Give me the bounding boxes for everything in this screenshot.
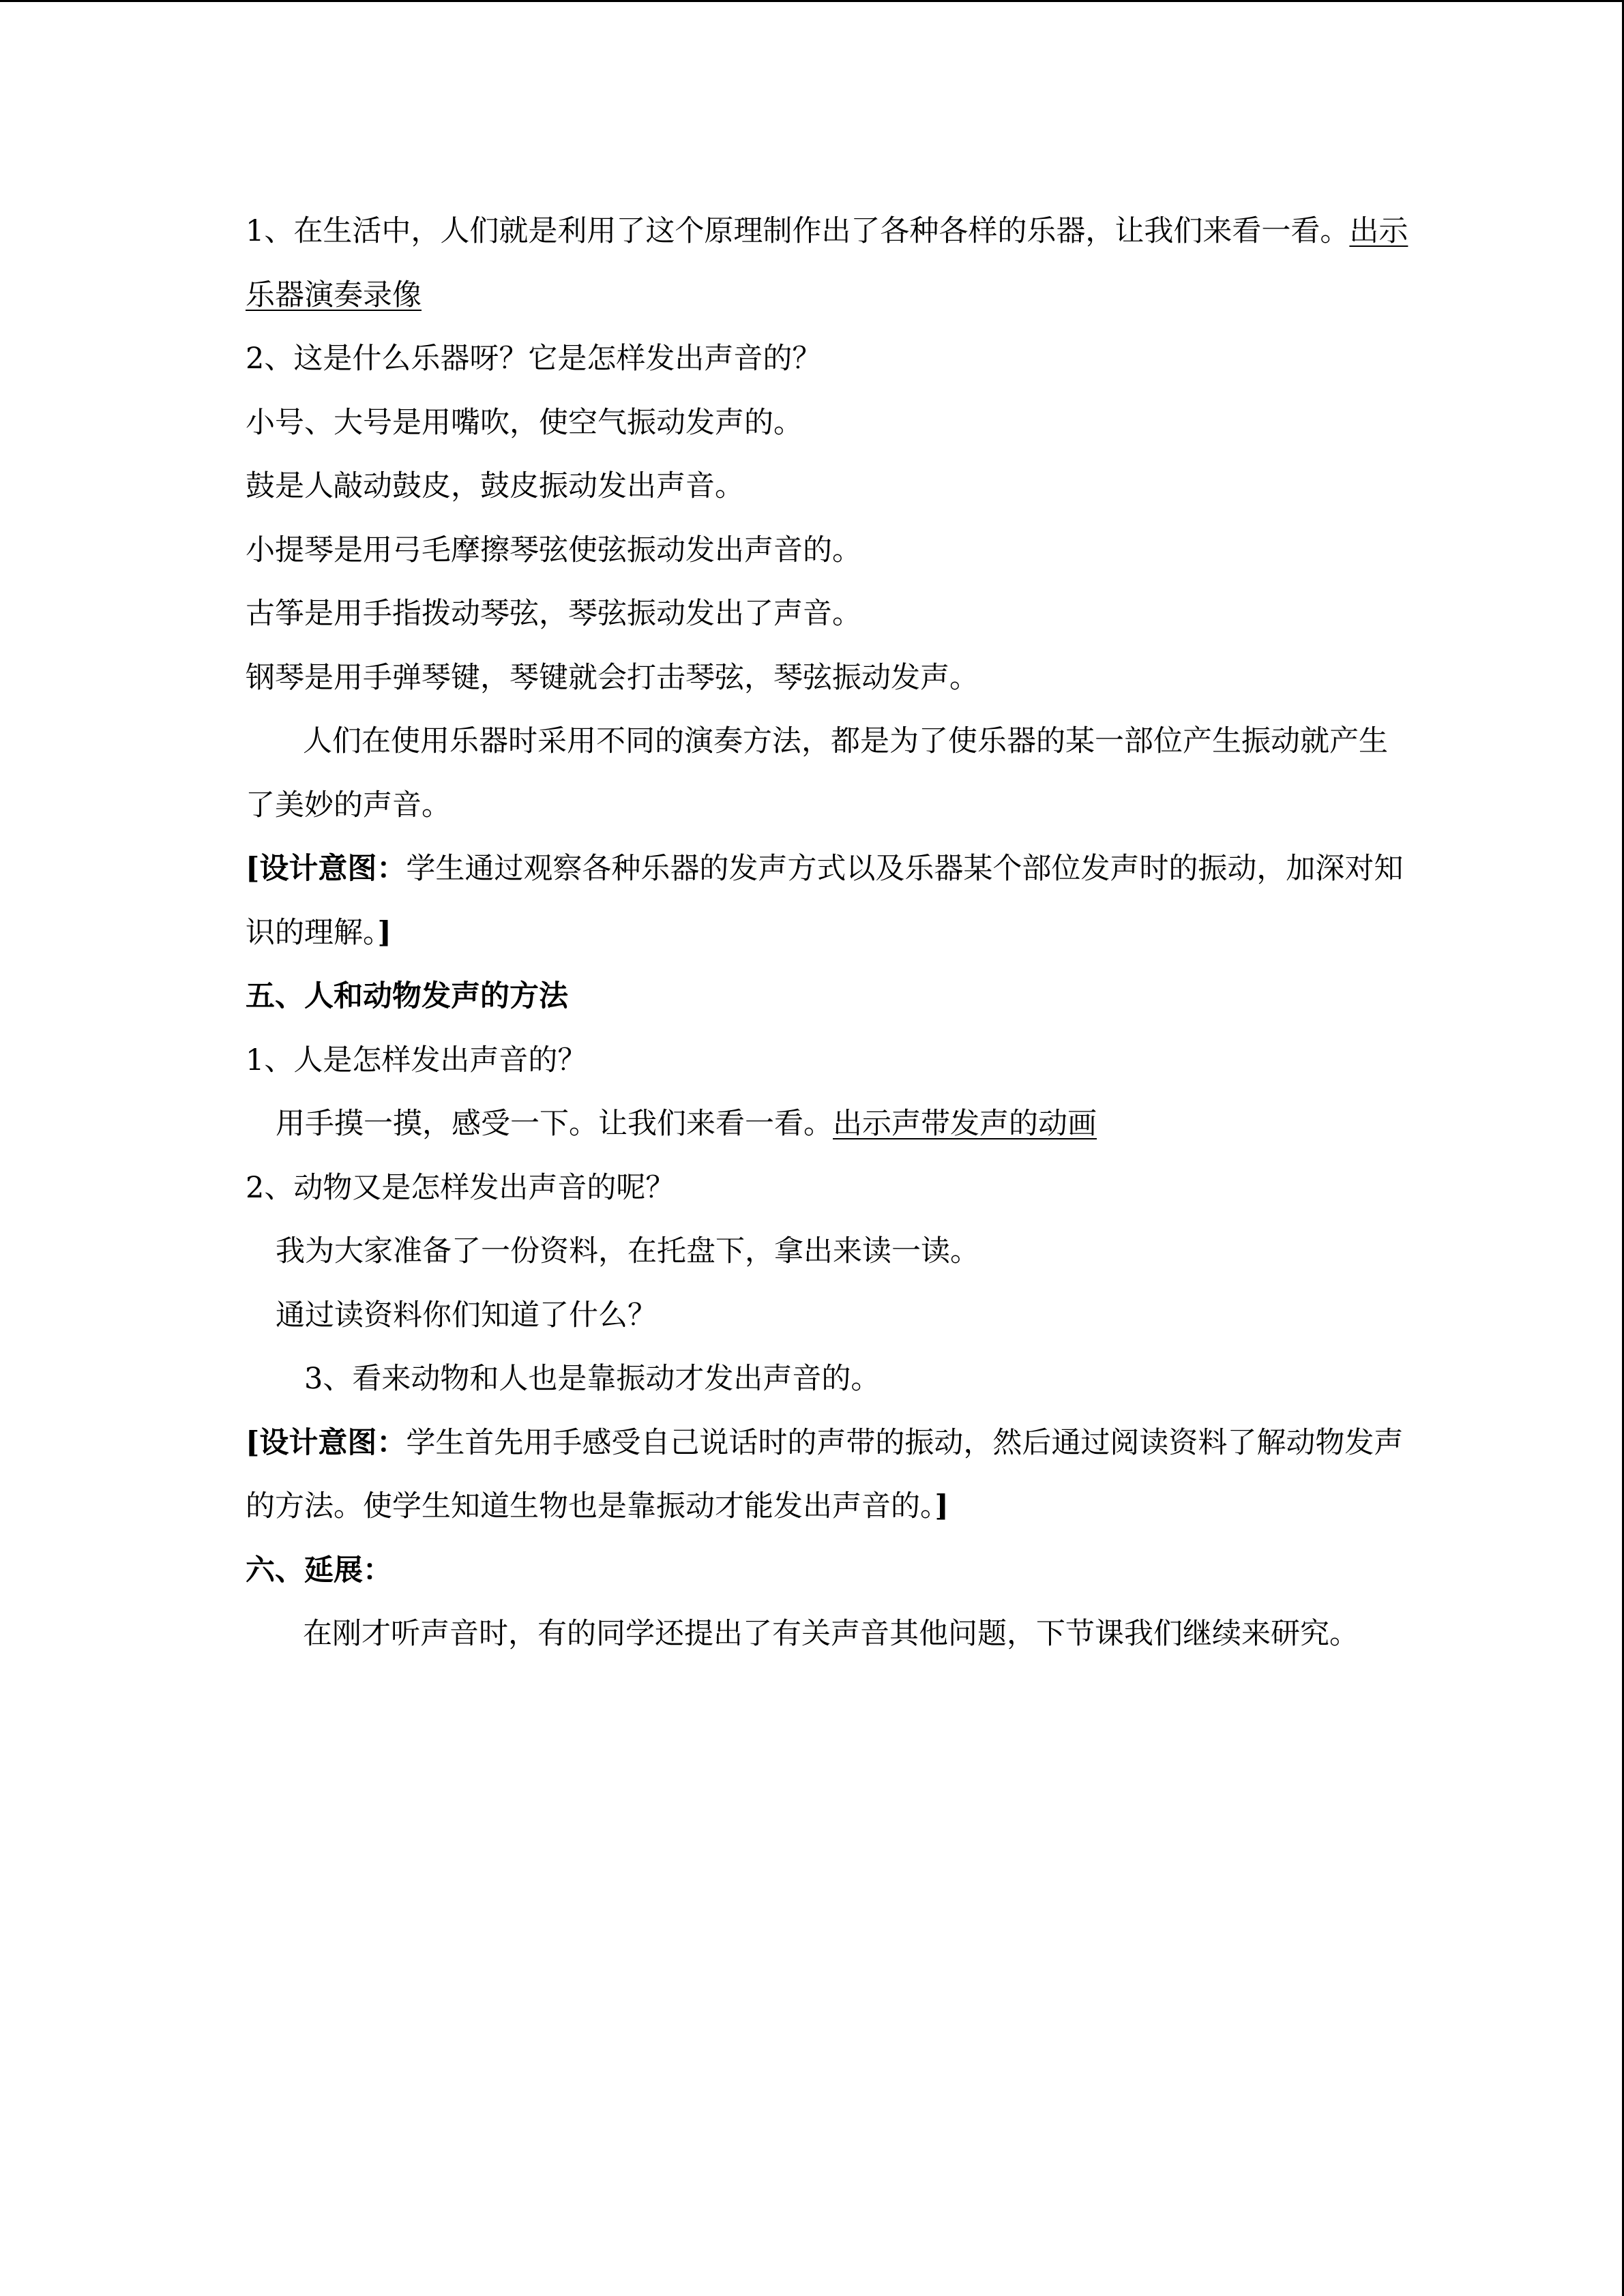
design-intent-label: [设计意图： [246,1425,407,1460]
document-body [246,200,1408,1667]
paragraph [246,582,1378,646]
paragraph-text: 了美妙的声音。 [246,788,451,822]
paragraph-text: 学生首先用手感受自己说话时的声带的振动，然后通过阅读资料了解动物发声 [406,1425,1404,1460]
paragraph [246,774,1378,838]
paragraph [246,1092,1378,1157]
paragraph-text: 1、人是怎样发出声音的？ [246,1043,587,1077]
paragraph-text: 3、看来动物和人也是靠振动才发出声音的。 [304,1362,881,1396]
paragraph-text: 鼓是人敲动鼓皮，鼓皮振动发出声音。 [246,469,744,503]
paragraph [246,327,1378,391]
paragraph [246,455,1378,519]
paragraph-text: 人们在使用乐器时采用不同的演奏方法，都是为了使乐器的某一部位产生振动就产生 [303,724,1388,758]
paragraph [246,391,1378,456]
design-intent-note [246,901,1378,966]
paragraph [246,519,1378,583]
paragraph-text: 识的理解。 [246,915,378,950]
design-intent-label: [设计意图： [246,852,407,886]
paragraph [246,710,1388,774]
paragraph-text: 钢琴是用手弹琴键，琴键就会打击琴弦，琴弦振动发声。 [246,660,979,695]
paragraph-text: 在刚才听声音时，有的同学还提出了有关声音其他问题，下节课我们继续来研究。 [303,1617,1359,1651]
paragraph-text: 小提琴是用弓毛摩擦琴弦使弦振动发出声音的。 [246,533,861,567]
paragraph-text: 2、这是什么乐器呀？它是怎样发出声音的？ [246,342,822,376]
underlined-instruction: 出示 [1349,214,1408,248]
paragraph-text: 小号、大号是用嘴吹，使空气振动发声的。 [246,405,803,440]
paragraph-text: 学生通过观察各种乐器的发声方式以及乐器某个部位发声时的振动，加深对知 [406,852,1404,886]
design-intent-note [246,837,1404,901]
paragraph [246,1157,1378,1221]
section-heading [246,1539,1378,1603]
paragraph [246,200,1408,264]
section-heading [246,965,1378,1029]
paragraph [246,1029,1378,1093]
paragraph [246,1347,1378,1412]
section-heading-text: 六、延展： [246,1553,392,1587]
closing-bracket: ] [934,1489,949,1523]
paragraph-text: 的方法。使学生知道生物也是靠振动才能发出声音的。 [246,1489,935,1523]
underlined-instruction: 乐器演奏录像 [246,278,422,312]
paragraph-text: 2、动物又是怎样发出声音的呢？ [246,1170,675,1205]
design-intent-note [246,1475,1378,1539]
paragraph [246,646,1378,711]
paragraph-text: 通过读资料你们知道了什么？ [276,1298,657,1332]
paragraph [246,1284,1378,1348]
paragraph-text: 1、在生活中，人们就是利用了这个原理制作出了各种各样的乐器，让我们来看一看。 [246,214,1350,248]
paragraph-text: 我为大家准备了一份资料，在托盘下，拿出来读一读。 [276,1234,979,1268]
paragraph [246,1602,1378,1667]
paragraph [246,264,1378,328]
paragraph-text: 古筝是用手指拨动琴弦，琴弦振动发出了声音。 [246,597,861,631]
paragraph [246,1220,1378,1284]
closing-bracket: ] [377,915,392,950]
design-intent-note [246,1412,1404,1476]
paragraph-text: 用手摸一摸，感受一下。让我们来看一看。 [276,1107,833,1141]
underlined-instruction: 出示声带发声的动画 [833,1107,1097,1141]
section-heading-text: 五、人和动物发声的方法 [246,979,568,1013]
